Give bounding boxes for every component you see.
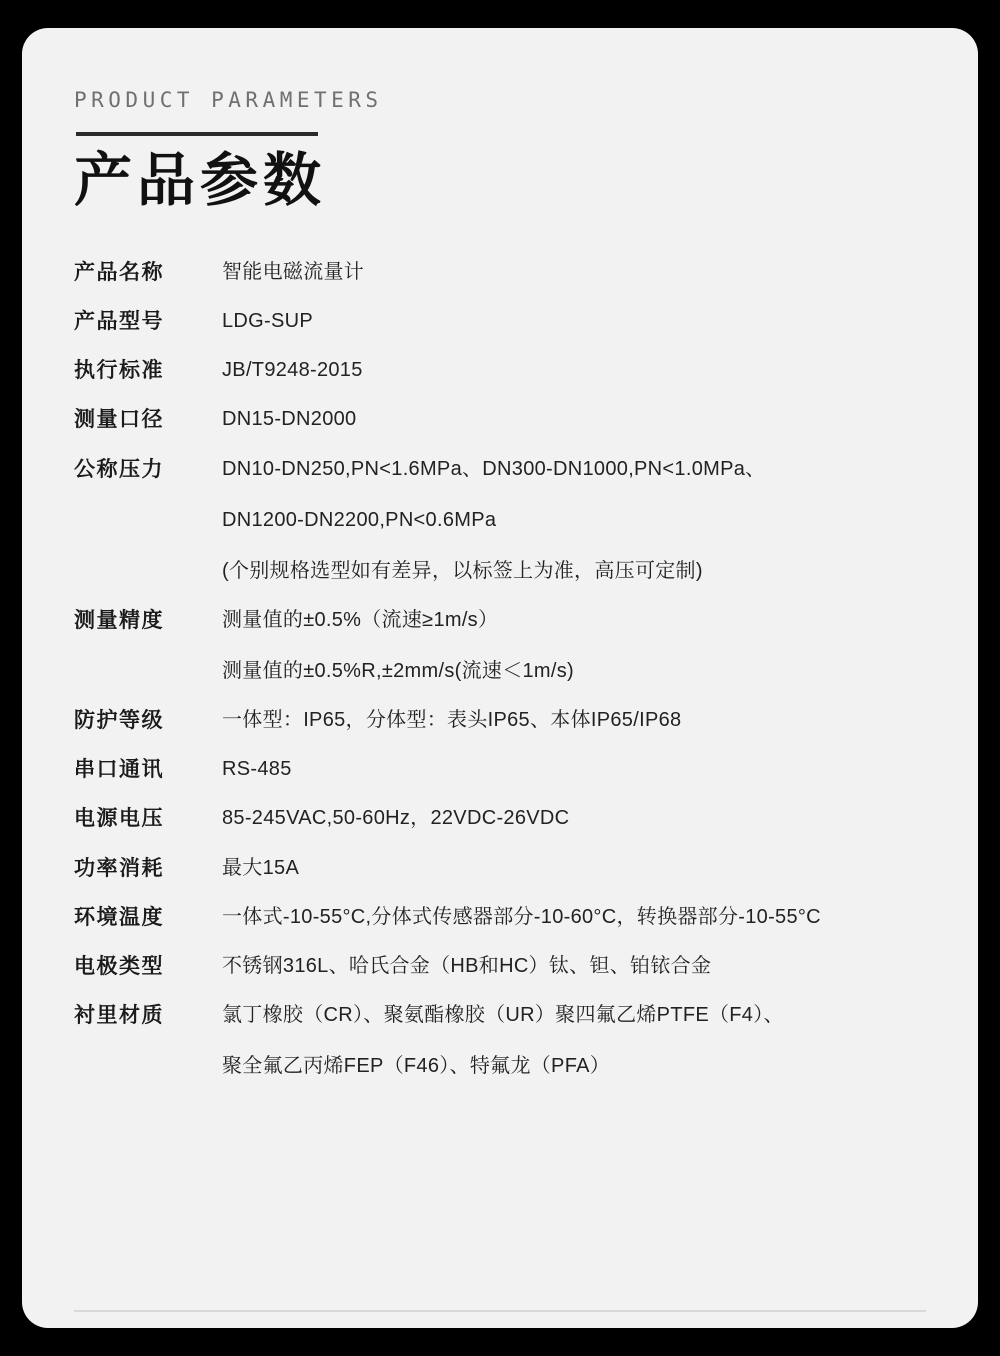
spec-value — [222, 756, 954, 805]
spec-value-line: 测量值的±0.5%（流速≥1m/s） — [222, 608, 499, 631]
spec-label: 电源电压 — [74, 807, 164, 831]
spec-row — [74, 607, 954, 707]
spec-label: 执行标准 — [74, 359, 164, 383]
spec-value-line: DN10-DN250,PN<1.6MPa、DN300-DN1000,PN<1.0MPa、 — [222, 457, 766, 480]
spec-row — [74, 756, 954, 805]
spec-label: 测量口径 — [74, 408, 164, 432]
spec-value-line: 一体式-10-55°C,分体式传感器部分-10-60°C，转换器部分-10-55°C — [222, 905, 821, 928]
spec-value — [222, 805, 954, 854]
spec-row — [74, 456, 954, 607]
spec-label: 公称压力 — [74, 457, 164, 481]
spec-value-line: 一体型：IP65，分体型：表头IP65、本体IP65/IP68 — [222, 708, 682, 731]
spec-row — [74, 953, 954, 1002]
spec-value — [222, 607, 954, 707]
card-content — [74, 88, 944, 1102]
spec-value-line: RS-485 — [222, 757, 292, 780]
spec-label: 防护等级 — [74, 708, 164, 732]
spec-label: 功率消耗 — [74, 856, 164, 880]
spec-row — [74, 308, 954, 357]
spec-table-body — [74, 259, 954, 1103]
spec-label: 电极类型 — [74, 955, 164, 979]
spec-value — [222, 1002, 954, 1102]
spec-row — [74, 805, 954, 854]
spec-value-line: 85-245VAC,50-60Hz，22VDC-26VDC — [222, 807, 570, 830]
spec-value-line: (个别规格选型如有差异，以标签上为准，高压可定制) — [222, 559, 703, 582]
spec-row — [74, 855, 954, 904]
spec-value-line: LDG-SUP — [222, 309, 314, 332]
spec-row — [74, 904, 954, 953]
spec-row — [74, 357, 954, 406]
spec-value-line: 最大15A — [222, 856, 300, 879]
spec-value-line: 不锈钢316L、哈氏合金（HB和HC）钛、钽、铂铱合金 — [222, 955, 712, 978]
page-title: 产品参数 — [74, 146, 327, 214]
spec-value — [222, 855, 954, 904]
spec-label: 测量精度 — [74, 608, 164, 632]
spec-value — [222, 456, 954, 607]
spec-row — [74, 406, 954, 455]
spec-label: 环境温度 — [74, 905, 164, 929]
spec-row — [74, 259, 954, 308]
spec-row — [74, 707, 954, 756]
spec-label: 产品型号 — [74, 309, 164, 333]
title-divider — [76, 132, 318, 136]
spec-label: 产品名称 — [74, 260, 164, 284]
spec-value-line: 氯丁橡胶（CR）、聚氨酯橡胶（UR）聚四氟乙烯PTFE（F4）、 — [222, 1004, 784, 1027]
spec-value — [222, 259, 954, 308]
spec-value — [222, 707, 954, 756]
spec-value — [222, 406, 954, 455]
spec-value-line: DN15-DN2000 — [222, 408, 357, 431]
spec-value — [222, 308, 954, 357]
spec-value — [222, 904, 954, 953]
spec-table — [74, 259, 954, 1103]
spec-value-line: JB/T9248-2015 — [222, 359, 363, 382]
parameters-card — [22, 28, 978, 1328]
section-eyebrow: PRODUCT PARAMETERS — [74, 88, 383, 112]
spec-value — [222, 953, 954, 1002]
spec-value-line: 聚全氟乙丙烯FEP（F46）、特氟龙（PFA） — [222, 1055, 611, 1078]
spec-label: 串口通讯 — [74, 757, 164, 781]
spec-value-line: 测量值的±0.5%R,±2mm/s(流速＜1m/s) — [222, 659, 574, 682]
spec-value — [222, 357, 954, 406]
spec-value-line: 智能电磁流量计 — [222, 260, 365, 283]
spec-value-line: DN1200-DN2200,PN<0.6MPa — [222, 508, 497, 531]
spec-label: 衬里材质 — [74, 1004, 164, 1028]
card-bottom-divider — [74, 1310, 926, 1312]
spec-row — [74, 1002, 954, 1102]
